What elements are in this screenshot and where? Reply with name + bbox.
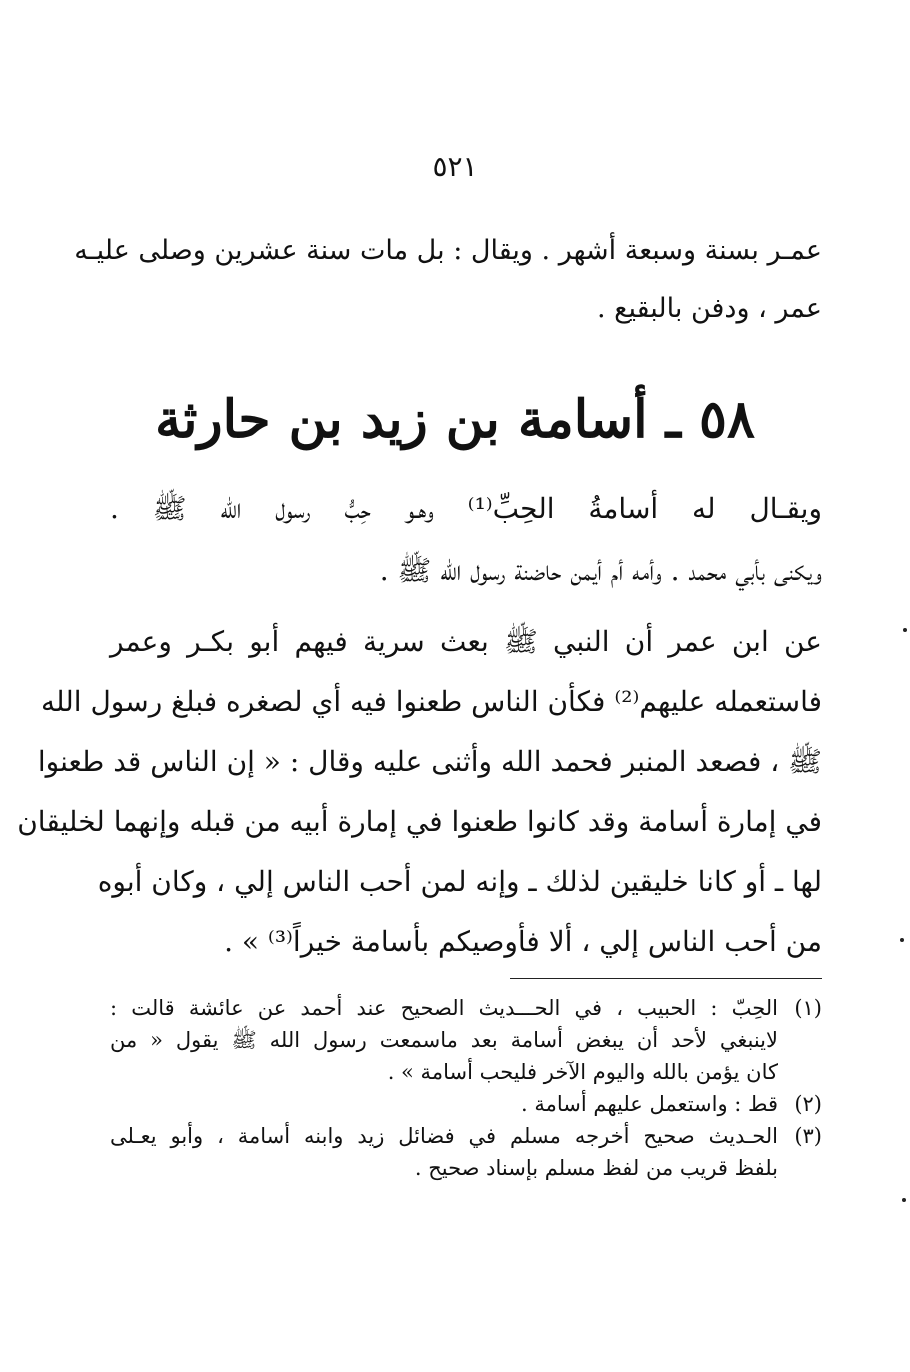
footnote-number: (١)	[794, 996, 822, 1020]
scan-speck	[903, 628, 907, 632]
footnote-body	[110, 1088, 778, 1120]
hadith-line: لها ـ أو كانا خليقين لذلك ـ وإنه لمن أحب الناس إلي ، وكان أبوه	[97, 865, 822, 898]
footnote-number: (٢)	[794, 1092, 822, 1116]
intro-line: عمر ، ودفن بالبقيع .	[596, 293, 822, 324]
hadith-line: عن ابن عمر أن النبي ﷺ بعث سرية فيهم أبو بكـر وعمر	[110, 625, 822, 658]
footnote-1	[110, 992, 822, 1088]
footnote-line: الحـديث صحيح أخرجه مسلم في فضائل زيد وابنه أسامة ، وأبو يعـلى	[110, 1124, 778, 1148]
footnote-line: كان يؤمن بالله واليوم الآخر فليحب أسامة » .	[387, 1060, 778, 1084]
scan-speck	[902, 1198, 906, 1202]
footnote-body	[110, 992, 778, 1088]
hadith-line: فاستعمله عليهم⁽²⁾ فكأن الناس طعنوا فيه أي لصغره فبلغ رسول الله	[40, 685, 822, 718]
footnote-2	[110, 1088, 822, 1120]
footnote-3	[110, 1120, 822, 1184]
footnote-line: قط : واستعمل عليهم أسامة .	[521, 1092, 778, 1116]
scan-speck	[900, 938, 904, 942]
footnotes	[110, 992, 822, 1184]
footnote-line: الحِبّ : الحبيب ، في الحـــديث الصحيح عند أحمد عن عائشة قالت :	[110, 996, 778, 1020]
alt-names-line: ويكنى بأبي محمد . وأمه أم أيمن حاضنة رسول الله ﷺ .	[379, 554, 822, 587]
footnote-body	[110, 1120, 778, 1184]
intro-paragraph	[74, 222, 822, 338]
section-heading: ٥٨ ـ أسامة بن زيد بن حارثة	[155, 389, 755, 450]
alt-names-line: ويقـال له أسامةُ الحِبِّ⁽¹⁾ وهـو حِبُّ رسول الله ﷺ .	[110, 492, 822, 525]
hadith-line: في إمارة أسامة وقد كانوا طعنوا في إمارة أبيه من قبله وإنهما لخليقان	[17, 805, 822, 838]
footnote-number: (٣)	[794, 1124, 822, 1148]
hadith-line: ﷺ ، فصعد المنبر فحمد الله وأثنى عليه وقال : « إن الناس قد طعنوا	[37, 745, 822, 778]
page-number: ٥٢١	[432, 150, 478, 183]
footnote-line: بلفظ قريب من لفظ مسلم بإسناد صحيح .	[414, 1156, 778, 1180]
alt-names-paragraph	[110, 478, 822, 602]
hadith-paragraph	[17, 612, 822, 972]
hadith-line: من أحب الناس إلي ، ألا فأوصيكم بأسامة خيراً⁽³⁾ » .	[224, 925, 822, 958]
footnote-line: لاينبغي لأحد أن يبغض أسامة بعد ماسمعت رسول الله ﷺ يقول « من	[110, 1028, 778, 1052]
footnote-separator	[510, 978, 822, 979]
intro-line: عمـر بسنة وسبعة أشهر . ويقال : بل مات سنة عشرين وصلى عليـه	[74, 235, 822, 266]
